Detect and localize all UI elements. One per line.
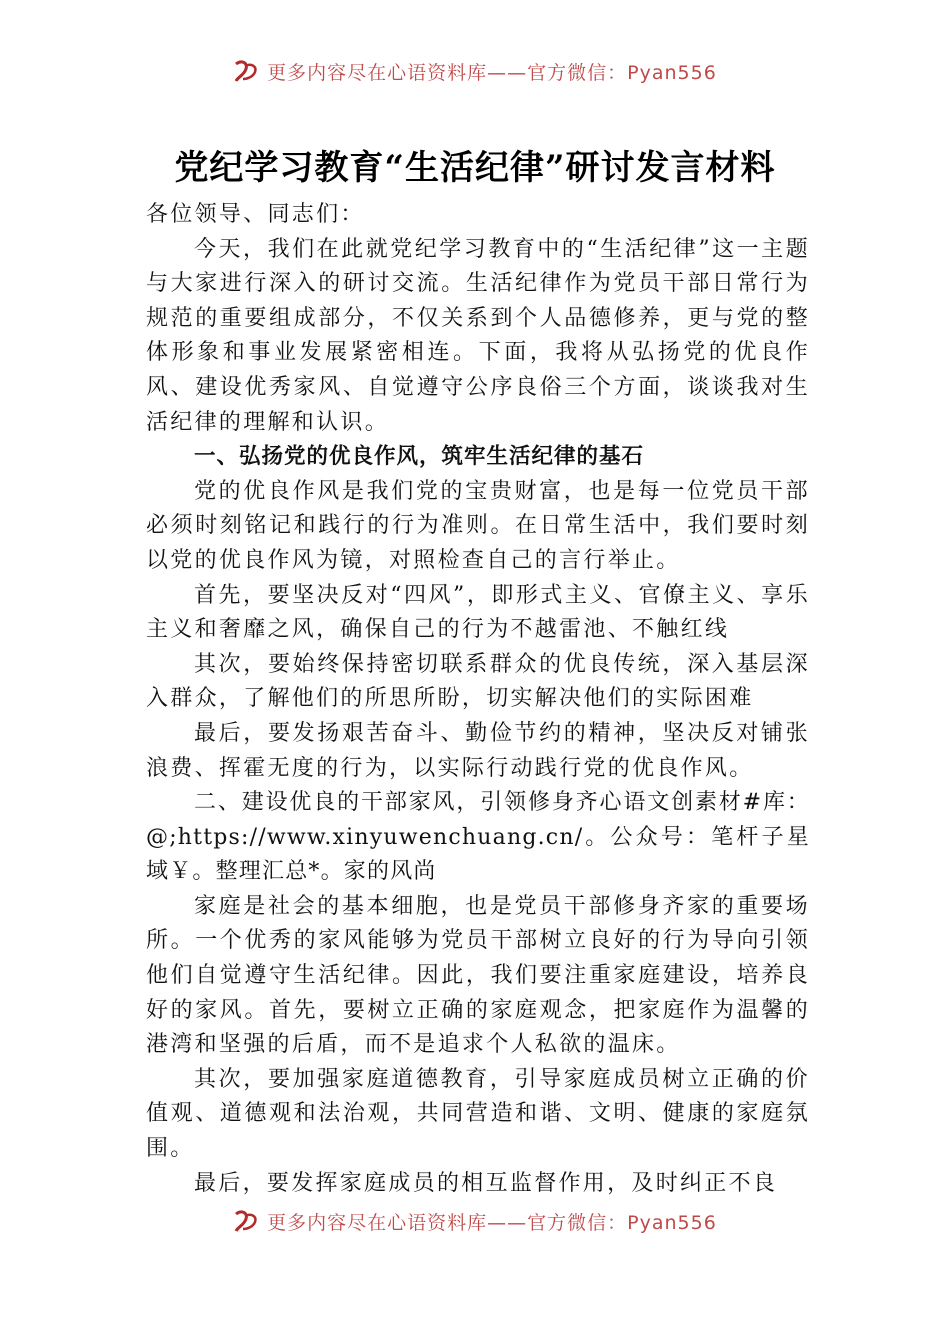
watermark-text: 更多内容尽在心语资料库——官方微信：Pyan556 <box>267 1211 717 1234</box>
section-heading-1: 一、弘扬党的优良作风，筑牢生活纪律的基石 <box>194 444 645 470</box>
salutation: 各位领导、同志们： <box>146 202 365 227</box>
document-body <box>146 198 810 1201</box>
paragraph: 其次，要始终保持密切联系群众的优良传统，深入基层深入群众，了解他们的所思所盼，切实解决他们的实际困难 <box>146 651 810 712</box>
watermark-logo-icon <box>233 1210 259 1232</box>
header-watermark <box>0 56 950 86</box>
document-title: 党纪学习教育“生活纪律”研讨发言材料 <box>174 148 776 188</box>
paragraph: 其次，要加强家庭道德教育，引导家庭成员树立正确的价值观、道德观和法治观，共同营造和谐、文明、健康的家庭氛围。 <box>146 1066 810 1162</box>
watermark-logo-icon <box>233 60 259 82</box>
section-heading-2: 二、建设优良的干部家风，引领修身齐心语文创素材#库：@;https://www.xinyuwenchuang.cn/。公众号：笔杆子星域￥。整理汇总*。家的风尚 <box>146 790 810 885</box>
watermark-text: 更多内容尽在心语资料库——官方微信：Pyan556 <box>267 61 717 84</box>
footer-watermark <box>0 1206 950 1236</box>
paragraph: 家庭是社会的基本细胞，也是党员干部修身齐家的重要场所。一个优秀的家风能够为党员干部树立良好的行为导向引领他们自觉遵守生活纪律。因此，我们要注重家庭建设，培养良好的家风。首先，要树立正确的家庭观念，把家庭作为温馨的港湾和坚强的后盾，而不是追求个人私欲的温床。 <box>146 893 810 1058</box>
paragraph: 党的优良作风是我们党的宝贵财富，也是每一位党员干部必须时刻铭记和践行的行为准则。在日常生活中，我们要时刻以党的优良作风为镜，对照检查自己的言行举止。 <box>146 478 810 573</box>
paragraph-intro: 今天，我们在此就党纪学习教育中的“生活纪律”这一主题与大家进行深入的研讨交流。生活纪律作为党员干部日常行为规范的重要组成部分，不仅关系到个人品德修养，更与党的整体形象和事业发展紧密相连。下面，我将从弘扬党的优良作风、建设优秀家风、自觉遵守公序良俗三个方面，谈谈我对生活纪律的理解和认识。 <box>146 236 810 435</box>
paragraph: 最后，要发挥家庭成员的相互监督作用，及时纠正不良 <box>194 1170 778 1196</box>
paragraph: 首先，要坚决反对“四风”，即形式主义、官僚主义、享乐主义和奢靡之风，确保自己的行为不越雷池、不触红线 <box>146 582 810 643</box>
paragraph: 最后，要发扬艰苦奋斗、勤俭节约的精神，坚决反对铺张浪费、挥霍无度的行为，以实际行动践行党的优良作风。 <box>146 720 810 781</box>
